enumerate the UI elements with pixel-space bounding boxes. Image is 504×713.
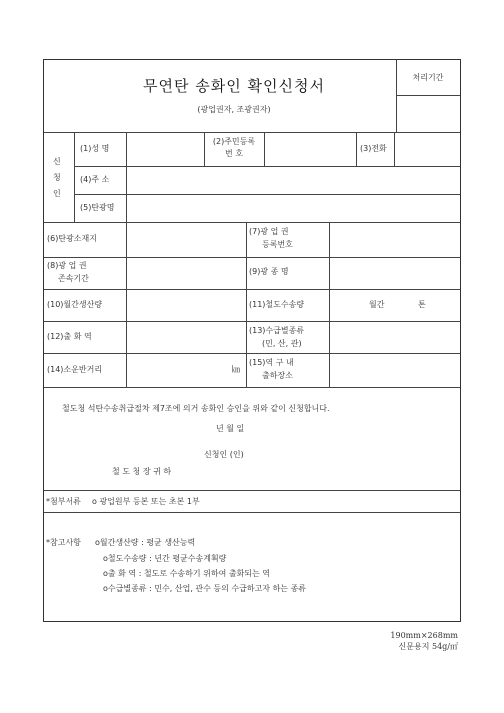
processing-divider: [396, 60, 397, 132]
field-row-line-3: [44, 321, 460, 322]
applicant-section-char-1: 신: [53, 157, 61, 166]
applicant-row-line-2: [74, 194, 460, 195]
field-row-line-2: [44, 289, 460, 290]
phone-field-divider: [394, 132, 395, 166]
yard-label-1: (15)역 구 내: [249, 358, 294, 367]
processing-period-label: 처리기간: [412, 73, 444, 82]
shipping-station-label: (12)출 화 역: [47, 332, 92, 341]
mining-right-no-label-2: 등록번호: [262, 240, 293, 249]
processing-line: [396, 95, 460, 96]
notes-label: *참고사항: [46, 538, 81, 547]
form-subtitle: (광업권자, 조광권자): [197, 105, 271, 114]
recipient-line: 철 도 청 장 귀 하: [112, 467, 172, 476]
field-label-divider-left: [126, 222, 127, 387]
header-bottom-line: [44, 132, 460, 133]
note-item: o수급별종류 : 민수, 산업, 관수 등의 수급하고자 하는 종류: [103, 584, 307, 593]
statement-text: 철도청 석탄수송취급절차 제7조에 의거 송화인 승인을 위와 같이 신청합니다.: [62, 404, 330, 413]
demand-type-label-1: (13)수급별종류: [249, 326, 305, 335]
name-label: (1)성 명: [80, 144, 110, 153]
mine-location-label: (6)탄광소재지: [47, 234, 97, 243]
rail-volume-label: (11)철도수송량: [249, 300, 305, 309]
field-mid-divider: [246, 222, 247, 387]
applicant-row-line-1: [74, 166, 460, 167]
paper-size: 190mm×268mm: [390, 631, 458, 640]
id-number-label-2: 번 호: [225, 149, 243, 158]
id-divider: [264, 132, 265, 166]
applicant-label-divider: [126, 132, 127, 222]
haul-distance-unit: ㎞: [232, 365, 240, 374]
yard-label-2: 출하장소: [262, 371, 293, 380]
phone-divider: [356, 132, 357, 166]
applicant-section-char-3: 인: [53, 189, 61, 198]
form-title: 무연탄 송화인 확인신청서: [143, 77, 325, 95]
demand-type-label-2: (민, 산, 관): [262, 339, 302, 348]
application-form: [43, 59, 461, 622]
mining-right-period-label-1: (8)광 업 권: [47, 261, 87, 270]
mine-name-label: (5)탄광명: [80, 203, 115, 212]
attachments-text: o 광업원부 등본 또는 초본 1부: [92, 497, 200, 506]
attachments-bottom-line: [44, 512, 460, 513]
field-row-line-4: [44, 353, 460, 354]
note-item: o월간생산량 : 평균 생산능력: [95, 538, 196, 547]
field-row-line-5: [44, 387, 460, 388]
rail-volume-unit-ton: 톤: [418, 300, 426, 309]
field-label-divider-right: [329, 222, 330, 387]
mining-right-period-label-2: 존속기간: [58, 274, 89, 283]
applicant-bottom-line: [44, 222, 460, 223]
statement-date: 년 월 일: [216, 424, 245, 433]
id-number-label-1: (2)주민등록: [212, 137, 256, 146]
haul-distance-label: (14)소운반거리: [47, 365, 103, 374]
field-row-line-1: [44, 257, 460, 258]
phone-label: (3)전화: [360, 144, 387, 153]
rail-volume-unit-monthly: 월간: [369, 300, 385, 309]
attachments-label: *첨부서류: [46, 497, 81, 506]
monthly-production-label: (10)월간생산량: [47, 300, 103, 309]
applicant-section-char-2: 청: [53, 173, 61, 182]
mining-right-no-label-1: (7)광 업 권: [249, 227, 289, 236]
paper-type: 신문용지 54g/㎡: [398, 642, 458, 651]
statement-bottom-line: [44, 490, 460, 491]
applicant-divider: [74, 132, 75, 222]
applicant-signature: 신청인 (인): [204, 450, 244, 459]
note-item: o철도수송량 : 년간 평균수송계획량: [103, 554, 227, 563]
note-item: o출 화 역 : 철도로 수송하기 위하여 출화되는 역: [103, 569, 271, 578]
mineral-type-label: (9)광 종 명: [249, 267, 289, 276]
address-label: (4)주 소: [80, 175, 110, 184]
